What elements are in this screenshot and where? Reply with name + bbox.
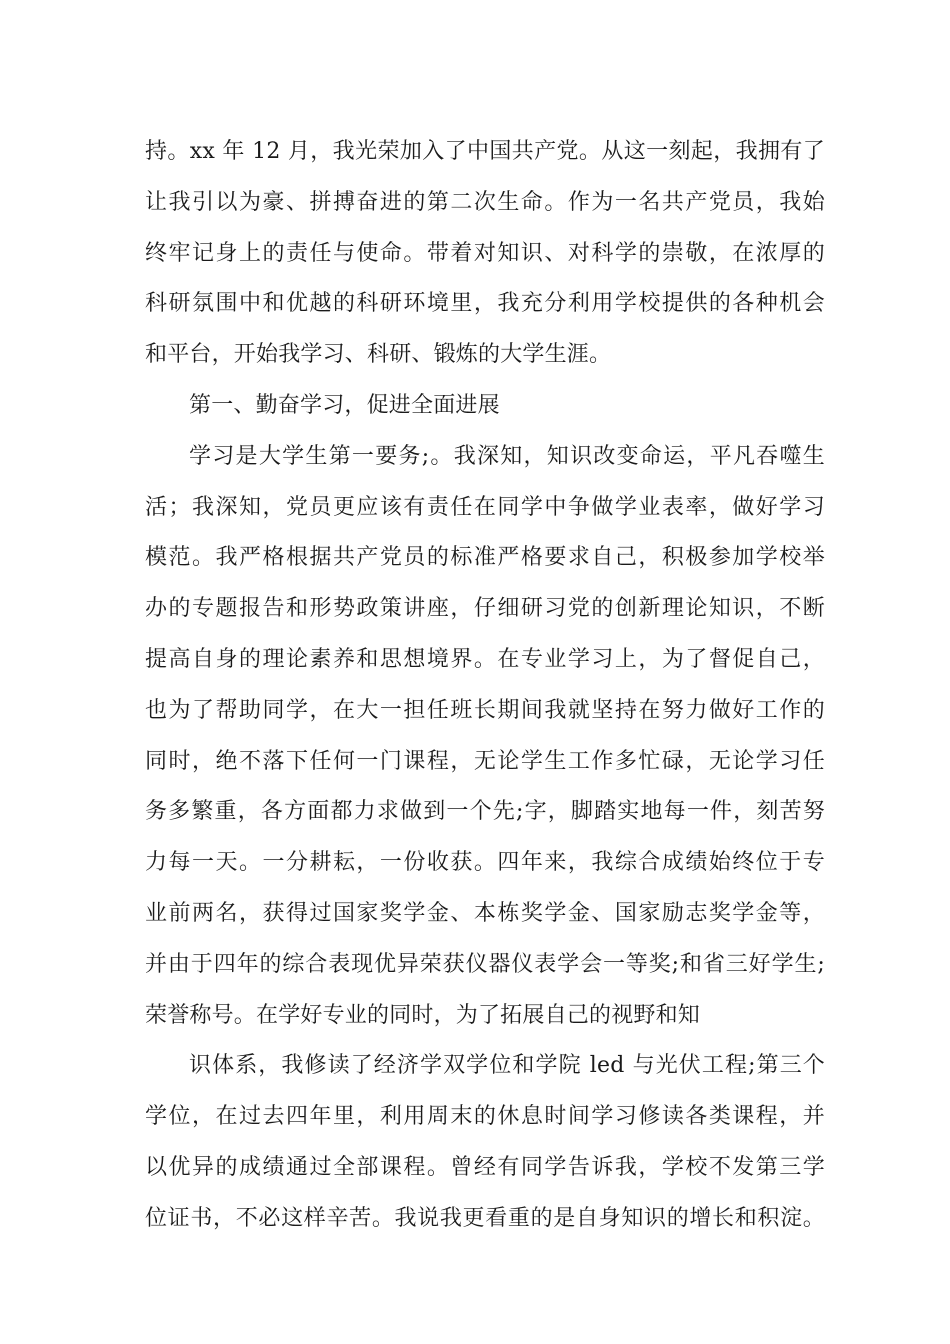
text-line: 识体系，我修读了经济学双学位和学院 led 与光伏工程;第三个 (189, 1053, 825, 1079)
text-line: 学位，在过去四年里，利用周末的休息时间学习修读各类课程，并 (145, 1104, 825, 1130)
text-line: 让我引以为豪、拼搏奋进的第二次生命。作为一名共产党员，我始 (145, 189, 825, 215)
text-line: 务多繁重，各方面都力求做到一个先;字，脚踏实地每一件，刻苦努 (145, 799, 825, 825)
text-line: 办的专题报告和形势政策讲座，仔细研习党的创新理论知识，不断 (145, 596, 825, 622)
text-line: 终牢记身上的责任与使命。带着对知识、对科学的崇敬，在浓厚的 (145, 240, 825, 266)
text-line: 模范。我严格根据共产党员的标准严格要求自己，积极参加学校举 (145, 545, 825, 571)
text-line: 以优异的成绩通过全部课程。曾经有同学告诉我，学校不发第三学 (145, 1154, 825, 1180)
text-line: 同时，绝不落下任何一门课程，无论学生工作多忙碌，无论学习任 (145, 748, 825, 774)
text-line: 力每一天。一分耕耘，一份收获。四年来，我综合成绩始终位于专 (145, 850, 825, 876)
text-line: 提高自身的理论素养和思想境界。在专业学习上，为了督促自己， (145, 646, 825, 672)
text-line: 科研氛围中和优越的科研环境里，我充分利用学校提供的各种机会 (145, 291, 825, 317)
text-line: 也为了帮助同学，在大一担任班长期间我就坚持在努力做好工作的 (145, 697, 825, 723)
document-body (145, 127, 825, 1245)
text-line: 持。xx 年 12 月，我光荣加入了中国共产党。从这一刻起，我拥有了 (145, 139, 825, 164)
text-line: 业前两名，获得过国家奖学金、本栋奖学金、国家励志奖学金等， (145, 900, 825, 926)
text-line: 学习是大学生第一要务;。我深知，知识改变命运，平凡吞噬生 (189, 443, 825, 469)
text-line: 活；我深知，党员更应该有责任在同学中争做学业表率，做好学习 (145, 494, 825, 520)
text-line: 位证书，不必这样辛苦。我说我更看重的是自身知识的增长和积淀。 (145, 1205, 825, 1231)
text-line: 荣誉称号。在学好专业的同时，为了拓展自己的视野和知 (145, 1002, 701, 1028)
text-line: 和平台，开始我学习、科研、锻炼的大学生涯。 (145, 342, 612, 368)
section-heading: 第一、勤奋学习，促进全面进展 (189, 392, 500, 418)
text-line: 并由于四年的综合表现优异荣获仪器仪表学会一等奖;和省三好学生; (145, 951, 825, 977)
